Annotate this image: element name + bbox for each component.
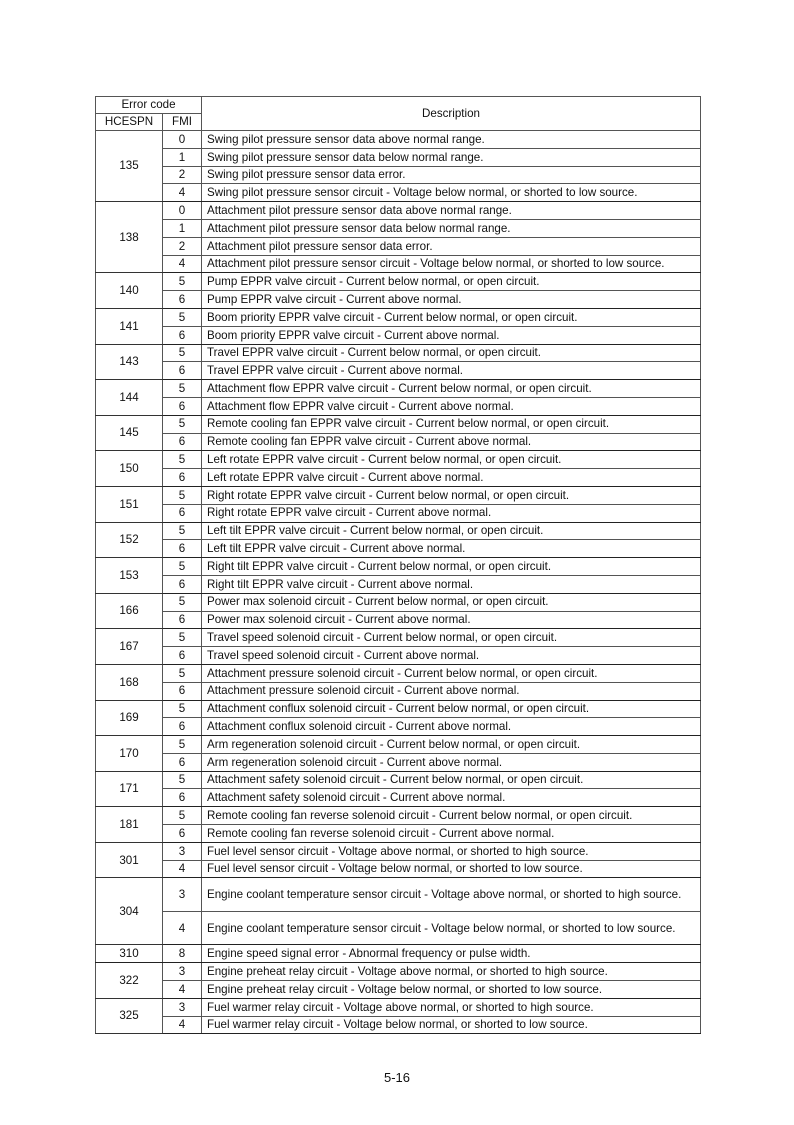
description-cell: Travel EPPR valve circuit - Current above normal.: [202, 362, 701, 380]
fmi-cell: 6: [163, 326, 202, 344]
table-body: [96, 131, 701, 1034]
description-cell: Travel speed solenoid circuit - Current below normal, or open circuit.: [202, 629, 701, 647]
fmi-cell: 5: [163, 415, 202, 433]
description-cell: Engine coolant temperature sensor circuit - Voltage above normal, or shorted to high source.: [202, 878, 701, 912]
hcespn-cell: 143: [96, 344, 163, 380]
hcespn-cell: 171: [96, 771, 163, 807]
fmi-cell: 6: [163, 540, 202, 558]
table-row: [96, 504, 701, 522]
table-row: [96, 486, 701, 504]
table-row: [96, 842, 701, 860]
table-row: [96, 344, 701, 362]
description-cell: Swing pilot pressure sensor circuit - Voltage below normal, or shorted to low source.: [202, 184, 701, 202]
table-row: [96, 682, 701, 700]
table-row: [96, 963, 701, 981]
fmi-cell: 0: [163, 131, 202, 149]
fmi-cell: 6: [163, 362, 202, 380]
description-cell: Attachment pilot pressure sensor data below normal range.: [202, 219, 701, 237]
error-code-header: Error code: [96, 97, 202, 114]
fmi-cell: 5: [163, 558, 202, 576]
description-cell: Attachment pilot pressure sensor data error.: [202, 237, 701, 255]
description-cell: Left rotate EPPR valve circuit - Current above normal.: [202, 469, 701, 487]
description-cell: Travel EPPR valve circuit - Current below normal, or open circuit.: [202, 344, 701, 362]
fmi-cell: 4: [163, 184, 202, 202]
hcespn-cell: 150: [96, 451, 163, 487]
fmi-cell: 5: [163, 522, 202, 540]
fmi-cell: 5: [163, 771, 202, 789]
fmi-cell: 2: [163, 237, 202, 255]
fmi-cell: 5: [163, 807, 202, 825]
hcespn-cell: 151: [96, 486, 163, 522]
description-cell: Attachment pressure solenoid circuit - Current below normal, or open circuit.: [202, 664, 701, 682]
description-cell: Attachment flow EPPR valve circuit - Current above normal.: [202, 397, 701, 415]
table-row: [96, 148, 701, 166]
hcespn-cell: 153: [96, 558, 163, 594]
table-row: [96, 789, 701, 807]
fmi-cell: 3: [163, 963, 202, 981]
description-cell: Engine speed signal error - Abnormal frequency or pulse width.: [202, 945, 701, 963]
table-row: [96, 575, 701, 593]
table-row: [96, 611, 701, 629]
hcespn-header: HCESPN: [96, 114, 163, 131]
description-cell: Left tilt EPPR valve circuit - Current above normal.: [202, 540, 701, 558]
hcespn-cell: 301: [96, 842, 163, 878]
hcespn-cell: 181: [96, 807, 163, 843]
table-row: [96, 184, 701, 202]
table-row: [96, 736, 701, 754]
table-row: [96, 860, 701, 878]
hcespn-cell: 169: [96, 700, 163, 736]
table-row: [96, 878, 701, 912]
table-row: [96, 202, 701, 220]
hcespn-cell: 135: [96, 131, 163, 202]
hcespn-cell: 138: [96, 202, 163, 273]
fmi-cell: 5: [163, 593, 202, 611]
table-row: [96, 998, 701, 1016]
fmi-cell: 5: [163, 344, 202, 362]
description-cell: Fuel level sensor circuit - Voltage below normal, or shorted to low source.: [202, 860, 701, 878]
description-cell: Remote cooling fan EPPR valve circuit - Current below normal, or open circuit.: [202, 415, 701, 433]
fmi-cell: 5: [163, 700, 202, 718]
description-cell: Pump EPPR valve circuit - Current above normal.: [202, 291, 701, 309]
description-cell: Power max solenoid circuit - Current below normal, or open circuit.: [202, 593, 701, 611]
description-cell: Attachment pilot pressure sensor circuit - Voltage below normal, or shorted to low source.: [202, 255, 701, 273]
table-row: [96, 308, 701, 326]
hcespn-cell: 144: [96, 380, 163, 416]
fmi-cell: 6: [163, 291, 202, 309]
table-row: [96, 362, 701, 380]
page-number: 5-16: [383, 1070, 411, 1085]
description-cell: Engine preheat relay circuit - Voltage above normal, or shorted to high source.: [202, 963, 701, 981]
description-cell: Arm regeneration solenoid circuit - Current above normal.: [202, 753, 701, 771]
fmi-cell: 4: [163, 255, 202, 273]
description-cell: Right tilt EPPR valve circuit - Current above normal.: [202, 575, 701, 593]
fmi-cell: 6: [163, 575, 202, 593]
hcespn-cell: 166: [96, 593, 163, 629]
table-row: [96, 807, 701, 825]
hcespn-cell: 141: [96, 308, 163, 344]
description-cell: Attachment pilot pressure sensor data above normal range.: [202, 202, 701, 220]
table-row: [96, 522, 701, 540]
fmi-cell: 5: [163, 486, 202, 504]
fmi-cell: 6: [163, 825, 202, 843]
description-cell: Travel speed solenoid circuit - Current above normal.: [202, 647, 701, 665]
fmi-cell: 5: [163, 308, 202, 326]
description-cell: Boom priority EPPR valve circuit - Current above normal.: [202, 326, 701, 344]
description-cell: Remote cooling fan reverse solenoid circuit - Current above normal.: [202, 825, 701, 843]
table-row: [96, 415, 701, 433]
table-row: [96, 911, 701, 945]
error-code-table: [95, 96, 701, 1034]
fmi-cell: 6: [163, 469, 202, 487]
table-row: [96, 397, 701, 415]
description-cell: Fuel warmer relay circuit - Voltage below normal, or shorted to low source.: [202, 1016, 701, 1034]
description-cell: Attachment safety solenoid circuit - Current above normal.: [202, 789, 701, 807]
fmi-cell: 4: [163, 911, 202, 945]
fmi-cell: 6: [163, 433, 202, 451]
fmi-cell: 3: [163, 878, 202, 912]
table-row: [96, 629, 701, 647]
table-row: [96, 237, 701, 255]
description-cell: Swing pilot pressure sensor data above normal range.: [202, 131, 701, 149]
description-cell: Arm regeneration solenoid circuit - Current below normal, or open circuit.: [202, 736, 701, 754]
fmi-cell: 6: [163, 504, 202, 522]
description-cell: Swing pilot pressure sensor data error.: [202, 166, 701, 184]
description-cell: Attachment conflux solenoid circuit - Current above normal.: [202, 718, 701, 736]
description-cell: Left tilt EPPR valve circuit - Current below normal, or open circuit.: [202, 522, 701, 540]
table-row: [96, 433, 701, 451]
description-cell: Boom priority EPPR valve circuit - Current below normal, or open circuit.: [202, 308, 701, 326]
fmi-cell: 5: [163, 451, 202, 469]
description-cell: Attachment safety solenoid circuit - Current below normal, or open circuit.: [202, 771, 701, 789]
fmi-cell: 3: [163, 842, 202, 860]
table-row: [96, 469, 701, 487]
hcespn-cell: 304: [96, 878, 163, 945]
hcespn-cell: 168: [96, 664, 163, 700]
table-row: [96, 1016, 701, 1034]
table-row: [96, 131, 701, 149]
hcespn-cell: 325: [96, 998, 163, 1034]
description-cell: Remote cooling fan EPPR valve circuit - Current above normal.: [202, 433, 701, 451]
description-cell: Left rotate EPPR valve circuit - Current below normal, or open circuit.: [202, 451, 701, 469]
description-cell: Pump EPPR valve circuit - Current below normal, or open circuit.: [202, 273, 701, 291]
hcespn-cell: 152: [96, 522, 163, 558]
fmi-cell: 1: [163, 148, 202, 166]
fmi-cell: 6: [163, 753, 202, 771]
table-row: [96, 753, 701, 771]
fmi-cell: 6: [163, 718, 202, 736]
table-row: [96, 981, 701, 999]
table-row: [96, 273, 701, 291]
description-cell: Right rotate EPPR valve circuit - Current below normal, or open circuit.: [202, 486, 701, 504]
description-cell: Power max solenoid circuit - Current above normal.: [202, 611, 701, 629]
hcespn-cell: 167: [96, 629, 163, 665]
table-row: [96, 166, 701, 184]
hcespn-cell: 310: [96, 945, 163, 963]
table-header: [96, 97, 701, 131]
fmi-cell: 5: [163, 736, 202, 754]
table-row: [96, 291, 701, 309]
description-cell: Swing pilot pressure sensor data below normal range.: [202, 148, 701, 166]
table-row: [96, 945, 701, 963]
fmi-cell: 5: [163, 380, 202, 398]
table-row: [96, 771, 701, 789]
description-cell: Remote cooling fan reverse solenoid circuit - Current below normal, or open circuit.: [202, 807, 701, 825]
table-row: [96, 558, 701, 576]
table-row: [96, 647, 701, 665]
table-row: [96, 540, 701, 558]
hcespn-cell: 140: [96, 273, 163, 309]
hcespn-cell: 170: [96, 736, 163, 772]
description-cell: Attachment flow EPPR valve circuit - Current below normal, or open circuit.: [202, 380, 701, 398]
fmi-cell: 0: [163, 202, 202, 220]
table-row: [96, 593, 701, 611]
table-row: [96, 255, 701, 273]
table-row: [96, 718, 701, 736]
fmi-cell: 6: [163, 397, 202, 415]
table-row: [96, 219, 701, 237]
description-cell: Attachment conflux solenoid circuit - Current below normal, or open circuit.: [202, 700, 701, 718]
description-cell: Fuel warmer relay circuit - Voltage above normal, or shorted to high source.: [202, 998, 701, 1016]
description-cell: Attachment pressure solenoid circuit - Current above normal.: [202, 682, 701, 700]
fmi-cell: 1: [163, 219, 202, 237]
table-row: [96, 326, 701, 344]
hcespn-cell: 322: [96, 963, 163, 999]
fmi-cell: 2: [163, 166, 202, 184]
fmi-cell: 3: [163, 998, 202, 1016]
fmi-cell: 5: [163, 664, 202, 682]
fmi-cell: 4: [163, 981, 202, 999]
fmi-cell: 6: [163, 611, 202, 629]
description-header: Description: [202, 97, 701, 131]
table-row: [96, 825, 701, 843]
fmi-cell: 8: [163, 945, 202, 963]
description-cell: Engine preheat relay circuit - Voltage below normal, or shorted to low source.: [202, 981, 701, 999]
table-row: [96, 380, 701, 398]
table-row: [96, 664, 701, 682]
fmi-cell: 4: [163, 860, 202, 878]
fmi-cell: 5: [163, 629, 202, 647]
fmi-header: FMI: [163, 114, 202, 131]
hcespn-cell: 145: [96, 415, 163, 451]
fmi-cell: 6: [163, 647, 202, 665]
fmi-cell: 6: [163, 789, 202, 807]
table-row: [96, 451, 701, 469]
fmi-cell: 6: [163, 682, 202, 700]
fmi-cell: 4: [163, 1016, 202, 1034]
table-row: [96, 700, 701, 718]
description-cell: Engine coolant temperature sensor circuit - Voltage below normal, or shorted to low source.: [202, 911, 701, 945]
description-cell: Right rotate EPPR valve circuit - Current above normal.: [202, 504, 701, 522]
description-cell: Fuel level sensor circuit - Voltage above normal, or shorted to high source.: [202, 842, 701, 860]
fmi-cell: 5: [163, 273, 202, 291]
description-cell: Right tilt EPPR valve circuit - Current below normal, or open circuit.: [202, 558, 701, 576]
